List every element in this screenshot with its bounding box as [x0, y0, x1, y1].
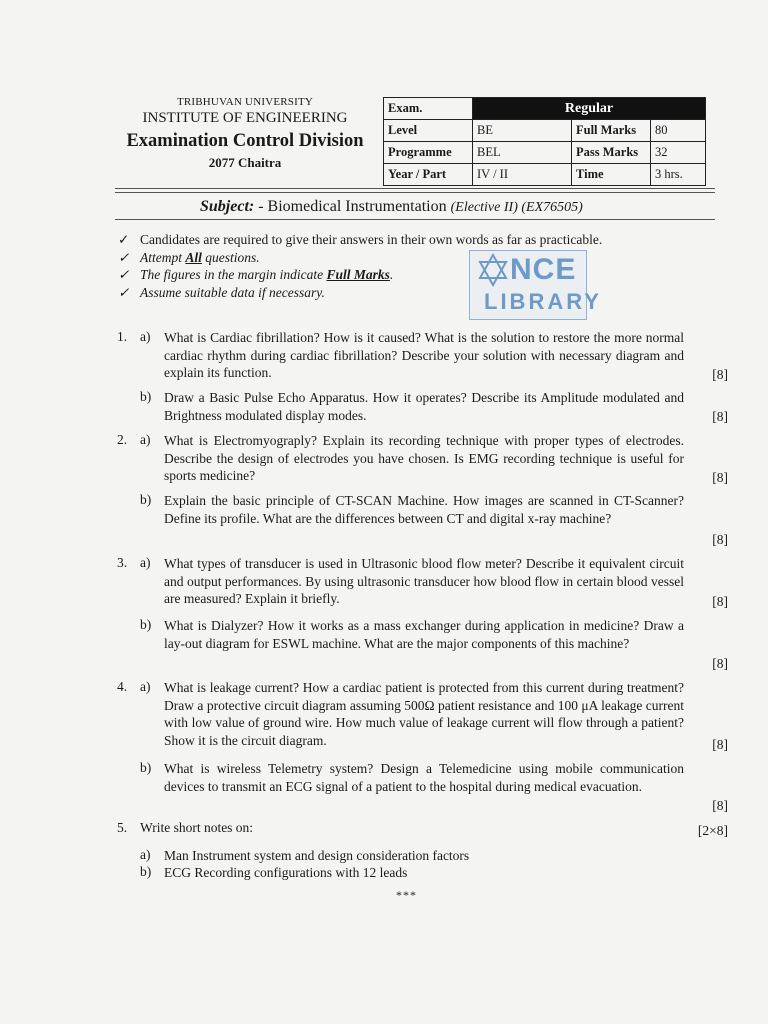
question-3a-text: What types of transducer is used in Ultrasonic blood flow meter? Describe it equivalent circuit and output performances. By using ultrasonic transducer how blood flow in certain blood vessel are measured? Explain it briefly. — [164, 556, 684, 606]
time-value: 3 hrs. — [651, 164, 706, 186]
level-row — [384, 120, 706, 142]
header-left — [112, 96, 378, 171]
question-5b-text: ECG Recording configurations with 12 leads — [164, 865, 408, 880]
question-5b-label: b) — [140, 864, 152, 879]
question-2a-text: What is Electromyograply? Explain its recording technique with proper types of electrodes. Describe the design of electrodes you have chosen. Is EMG recording technique is useful for sports medicine? — [164, 433, 684, 483]
star-emblem-icon — [476, 253, 510, 287]
question-1b-text: Draw a Basic Pulse Echo Apparatus. How it operates? Describe its Amplitude modulated and Brightness modulated display modes. — [164, 390, 684, 423]
subject-label: Subject: — [200, 198, 255, 215]
university-name: TRIBHUVAN UNIVERSITY — [176, 96, 314, 108]
exam-session: 2077 Chaitra — [208, 155, 282, 170]
year-value: IV / II — [473, 164, 572, 186]
checkmark-icon: ✓ — [118, 284, 130, 300]
question-4a-text: What is leakage current? How a cardiac patient is protected from this current during treatment? Draw a protective circuit diagram assuming 500Ω patient resistance and 100 μA leakage current with low value of ground wire. How much value of leakage current will flow through a patient? Show it is the circuit diagram. — [164, 680, 684, 748]
question-1a-label: a) — [140, 329, 151, 344]
stamp-nce: NCE — [510, 253, 577, 286]
question-2a-marks: [8] — [712, 470, 728, 485]
stamp-library: LIBRARY — [484, 289, 602, 314]
question-3a-marks: [8] — [712, 594, 728, 609]
question-4b-marks: [8] — [712, 798, 728, 813]
exam-row — [384, 98, 706, 120]
question-5a-label: a) — [140, 847, 151, 862]
time-label: Time — [572, 164, 651, 186]
end-marker: *** — [396, 888, 417, 902]
question-4a-label: a) — [140, 679, 151, 694]
pass-marks-label: Pass Marks — [572, 142, 651, 164]
question-5-text: Write short notes on: — [140, 820, 254, 835]
divider-top-2 — [115, 192, 715, 193]
programme-value: BEL — [473, 142, 572, 164]
question-3b-label: b) — [140, 617, 152, 632]
exam-info-table — [383, 97, 706, 186]
checkmark-icon: ✓ — [118, 232, 130, 247]
division-name: Examination Control Division — [126, 131, 364, 151]
institute-name: INSTITUTE OF ENGINEERING — [142, 110, 348, 126]
year-label: Year / Part — [384, 164, 473, 186]
question-4b-label: b) — [140, 760, 152, 775]
question-4b-text: What is wireless Telemetry system? Design a Telemedicine using mobile communication devices to transmit an ECG signal of a patient to the hospital during medical evacuation. — [164, 761, 684, 794]
instruction-2: ✓ Attempt All questions. — [118, 249, 260, 265]
divider-subject — [115, 219, 715, 220]
question-4-number: 4. — [117, 679, 128, 694]
year-row — [384, 164, 706, 186]
question-3a-label: a) — [140, 555, 151, 570]
instruction-3: ✓ The figures in the margin indicate Full Marks. — [118, 267, 394, 282]
question-1a-text: What is Cardiac fibrillation? How is it caused? What is the solution to restore the more normal cardiac rhythm during cardiac fibrillation? Describe your solution with necessary diagram and explain its function. — [164, 330, 684, 380]
subject-line — [200, 198, 583, 216]
question-2a-label: a) — [140, 432, 151, 447]
question-3b-marks: [8] — [712, 656, 728, 671]
question-1b-marks: [8] — [712, 409, 728, 424]
checkmark-icon: ✓ — [118, 249, 130, 265]
programme-label: Programme — [384, 142, 473, 164]
question-3-number: 3. — [117, 555, 128, 570]
question-1b-label: b) — [140, 389, 152, 404]
exam-type: Regular — [473, 98, 706, 120]
question-5-marks: [2×8] — [697, 823, 728, 838]
library-stamp — [469, 250, 602, 320]
instruction-1: ✓ Candidates are required to give their answers in their own words as far as practicable. — [118, 232, 603, 247]
question-5-number: 5. — [117, 820, 128, 835]
question-3b-text: What is Dialyzer? How it works as a mass exchanger during application in medicine? Draw a lay-out diagram for ESWL machine. What are the major components of this machine? — [164, 618, 684, 651]
question-1a-marks: [8] — [712, 367, 728, 382]
full-marks-value: 80 — [651, 120, 706, 142]
pass-marks-value: 32 — [651, 142, 706, 164]
level-value: BE — [473, 120, 572, 142]
question-2b-text: Explain the basic principle of CT-SCAN Machine. How images are scanned in CT-Scanner? Define its profile. What are the differences between CT and digital x-ray machine? — [164, 493, 684, 526]
question-2b-label: b) — [140, 492, 152, 507]
programme-row — [384, 142, 706, 164]
question-1-number: 1. — [117, 329, 128, 344]
subject-code: (Elective II) (EX76505) — [450, 200, 583, 215]
instruction-4: ✓ Assume suitable data if necessary. — [118, 284, 325, 300]
divider-top — [115, 188, 715, 189]
question-4a-marks: [8] — [712, 737, 728, 752]
question-5a-text: Man Instrument system and design consideration factors — [164, 848, 470, 863]
question-2-number: 2. — [117, 432, 128, 447]
level-label: Level — [384, 120, 473, 142]
checkmark-icon: ✓ — [118, 267, 130, 282]
subject-name: - Biomedical Instrumentation — [254, 198, 451, 215]
full-marks-label: Full Marks — [572, 120, 651, 142]
exam-label: Exam. — [384, 98, 473, 120]
question-2b-marks: [8] — [712, 532, 728, 547]
